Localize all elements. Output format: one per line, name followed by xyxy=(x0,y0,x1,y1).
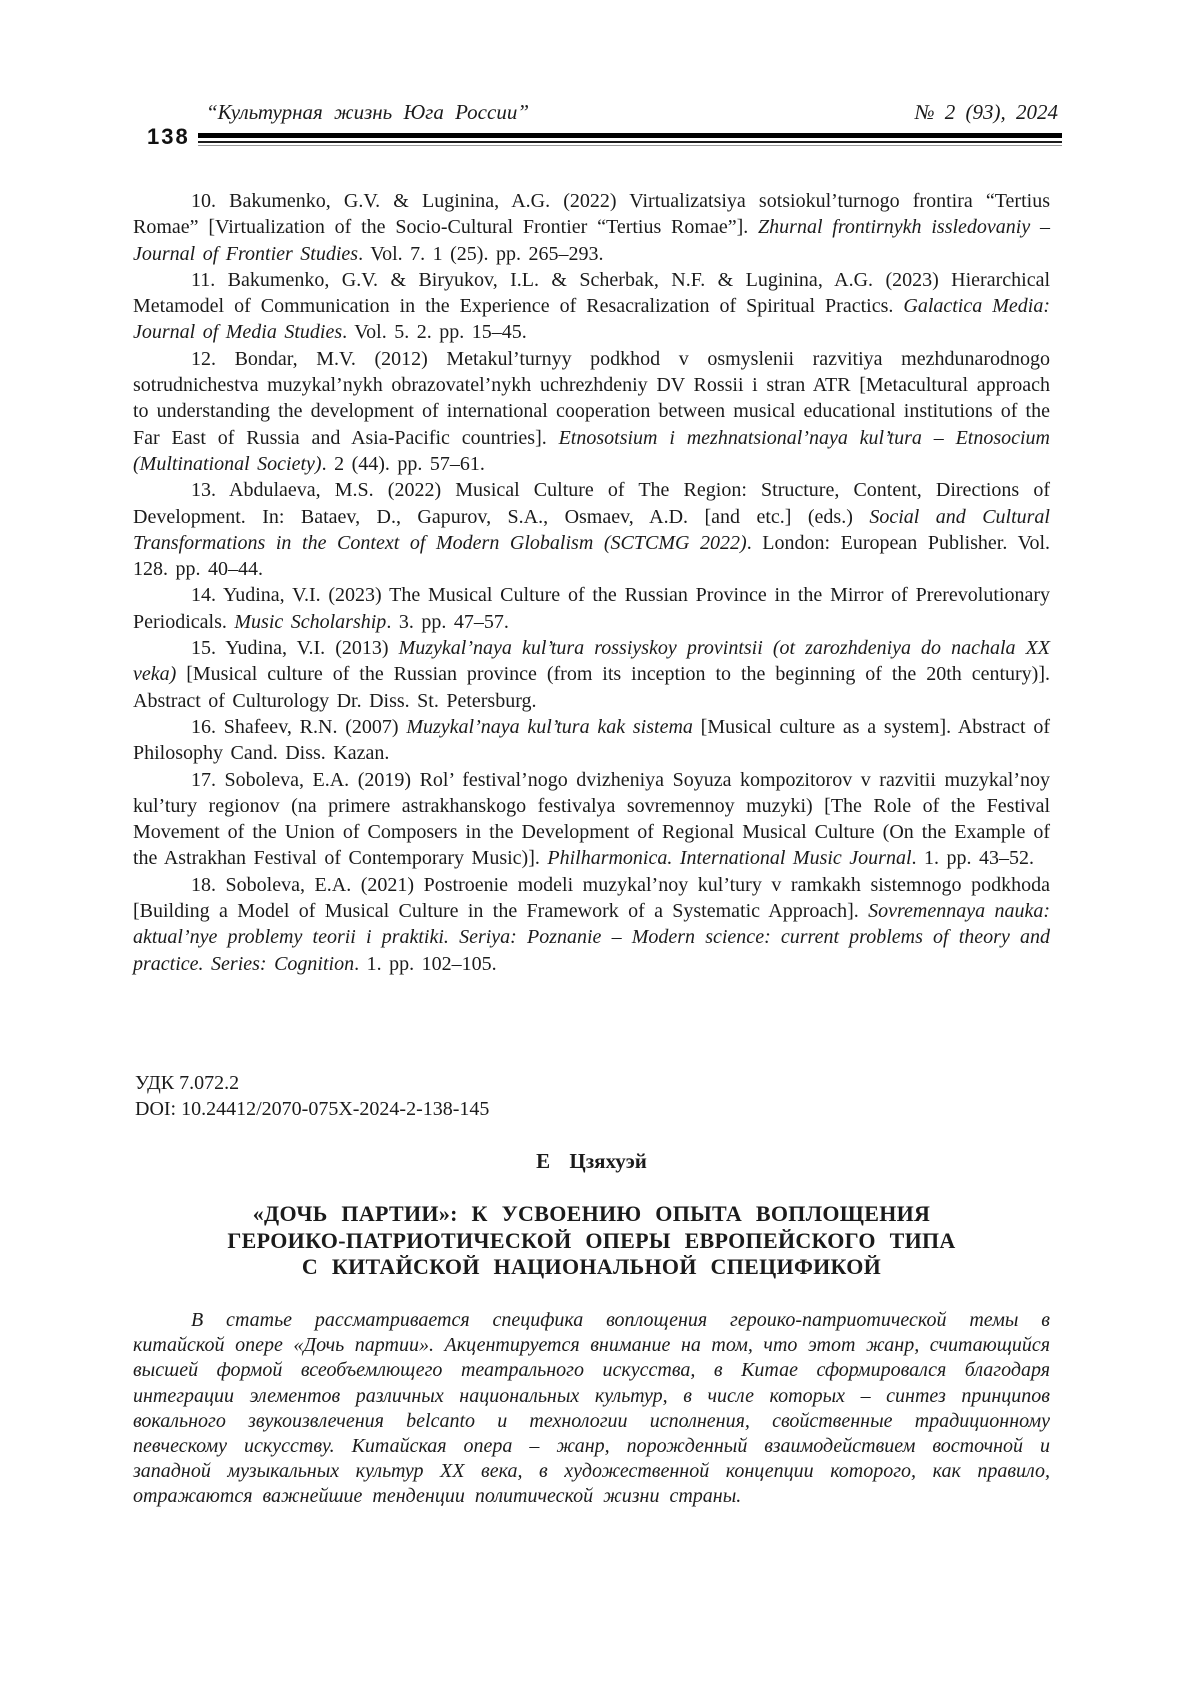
reference-item xyxy=(133,188,1050,267)
reference-source-italic: Galactica Media: Journal of Media Studies xyxy=(133,295,1050,344)
reference-item xyxy=(133,635,1050,714)
article-title-line: С КИТАЙСКОЙ НАЦИОНАЛЬНОЙ СПЕЦИФИКОЙ xyxy=(301,1254,882,1279)
abstract-paragraph: В статье рассматривается специфика воплощения героико-патриотической темы в китайской опере «Дочь партии». Акцентируется внимание на том, что этот жанр, считающийся высшей формой всеобъемлющего театрального искусства, в Китае сформировался благодаря интеграции элементов различных национальных культур, в числе которых – синтез принципов вокального звукоизвлечения belcanto и технологии исполнения, свойственные традиционному певческому искусству. Китайская опера – жанр, порожденный взаимодействием восточной и западной музыкальных культур XX века, в художественной концепции которого, как правило, отражаются важнейшие тенденции политической жизни страны. xyxy=(133,1309,1050,1508)
reference-source-italic: Etnosotsium i mezhnatsional’naya kul’tura – Etnosocium (Multinational Society) xyxy=(133,426,1051,475)
reference-text: . 3. pp. 47–57. xyxy=(386,610,509,633)
reference-text: . London: European Publisher. Vol. 128. pp. 40–44. xyxy=(133,531,1050,581)
reference-text: . 2 (44). pp. 57–61. xyxy=(321,452,485,475)
header-rule-thin-secondary xyxy=(198,145,1062,146)
reference-text: 12. Bondar, M.V. (2012) Metakul’turnyy podkhod v osmyslenii razvitiya mezhdunarodnogo sotrudnichestva muzykal’nykh obrazovatel’nykh uchrezhdeniy DV Rossii i stran ATR [Metacultural approach to understanding the development of international cooperation between musical educational institutions of the Far East of Russia and Asia-Pacific countries]. xyxy=(133,347,1050,449)
reference-text: 17. Soboleva, E.A. (2019) Rol’ festival’nogo dvizheniya Soyuza kompozitorov v razvitii muzykal’noy kul’tury regionov (na primere astrakhanskogo festivalya sovremennoy muzyki) [The Role of the Festival Movement of the Union of Composers in the Development of Regional Musical Culture (On the Example of the Astrakhan Festival of Contemporary Music)]. xyxy=(133,768,1050,870)
page-number: 138 xyxy=(147,124,190,149)
reference-item xyxy=(133,767,1050,872)
reference-source-italic: Sovremennaya nauka: aktual’nye problemy teorii i praktiki. Seriya: Poznanie – Modern science: current problems of theory and practice. Series: Cognition xyxy=(133,900,1051,975)
reference-text: . Vol. 5. 2. pp. 15–45. xyxy=(342,321,527,344)
reference-text: . 1. pp. 102–105. xyxy=(354,952,497,975)
reference-source-italic: Muzykal’naya kul’tura kak sistema xyxy=(406,715,693,738)
reference-item xyxy=(133,267,1050,346)
reference-text: [Musical culture as a system]. Abstract of Philosophy Cand. Diss. Kazan. xyxy=(133,715,1051,765)
header-rule-thin xyxy=(198,141,1062,143)
reference-source-italic: Muzykal’naya kul’tura rossiyskoy provintsii (ot zarozhdeniya do nachala XX veka) xyxy=(133,637,1051,686)
reference-source-italic: Philharmonica. International Music Journal xyxy=(547,847,912,870)
references-list xyxy=(133,188,1050,977)
reference-item xyxy=(133,477,1050,582)
reference-item xyxy=(133,582,1050,635)
reference-text: 11. Bakumenko, G.V. & Biryukov, I.L. & Scherbak, N.F. & Luginina, A.G. (2023) Hierarchical Metamodel of Communication in the Experience of Resacralization of Spiritual Practics. xyxy=(133,268,1050,318)
reference-text: [Musical culture of the Russian province (from its inception to the beginning of the 20th century)]. Abstract of Culturology Dr. Diss. St. Petersburg. xyxy=(133,663,1050,712)
author-name: Е Цзяхуэй xyxy=(536,1149,647,1173)
reference-text: 13. Abdulaeva, M.S. (2022) Musical Culture of The Region: Structure, Content, Directions of Development. In: Bataev, D., Gapurov, S.A., Osmaev, A.D. [and etc.] (eds.) xyxy=(133,479,1050,528)
reference-item xyxy=(133,346,1050,477)
issue-info: № 2 (93), 2024 xyxy=(914,100,1058,124)
reference-text: 16. Shafeev, R.N. (2007) xyxy=(191,715,407,738)
article-title-line: ГЕРОИКО-ПАТРИОТИЧЕСКОЙ ОПЕРЫ ЕВРОПЕЙСКОГО ТИПА xyxy=(227,1227,956,1253)
doi-line: DOI: 10.24412/2070-075X-2024-2-138-145 xyxy=(135,1098,490,1120)
reference-text: . Vol. 7. 1 (25). pp. 265–293. xyxy=(358,242,604,265)
article-title-line: «ДОЧЬ ПАРТИИ»: К УСВОЕНИЮ ОПЫТА ВОПЛОЩЕНИЯ xyxy=(252,1201,931,1226)
reference-text: 18. Soboleva, E.A. (2021) Postroenie modeli muzykal’noy kul’tury v ramkakh sistemnogo podkhoda [Building a Model of Musical Culture in the Framework of a Systematic Approach]. xyxy=(133,873,1050,923)
reference-text: 10. Bakumenko, G.V. & Luginina, A.G. (2022) Virtualizatsiya sotsiokul’turnogo frontira “Tertius Romae” [Virtualization of the Socio-Cultural Frontier “Tertius Romae”]. xyxy=(133,190,1050,239)
reference-text: 15. Yudina, V.I. (2013) xyxy=(191,637,399,660)
reference-source-italic: Zhurnal frontirnykh issledovaniy – Journal of Frontier Studies xyxy=(133,216,1051,265)
udk-line: УДК 7.072.2 xyxy=(135,1072,240,1094)
header-rule-thick xyxy=(198,133,1062,138)
reference-item xyxy=(133,872,1050,977)
article-meta xyxy=(135,1070,489,1122)
reference-text: . 1. pp. 43–52. xyxy=(911,847,1035,870)
reference-source-italic: Music Scholarship xyxy=(234,610,387,633)
reference-source-italic: Social and Cultural Transformations in the Context of Modern Globalism (SCTCMG 2022) xyxy=(133,505,1050,554)
reference-item xyxy=(133,714,1050,767)
article-title xyxy=(133,1201,1050,1281)
journal-title: “Культурная жизнь Юга России” xyxy=(206,100,529,124)
reference-text: 14. Yudina, V.I. (2023) The Musical Culture of the Russian Province in the Mirror of Prerevolutionary Periodicals. xyxy=(133,584,1050,633)
